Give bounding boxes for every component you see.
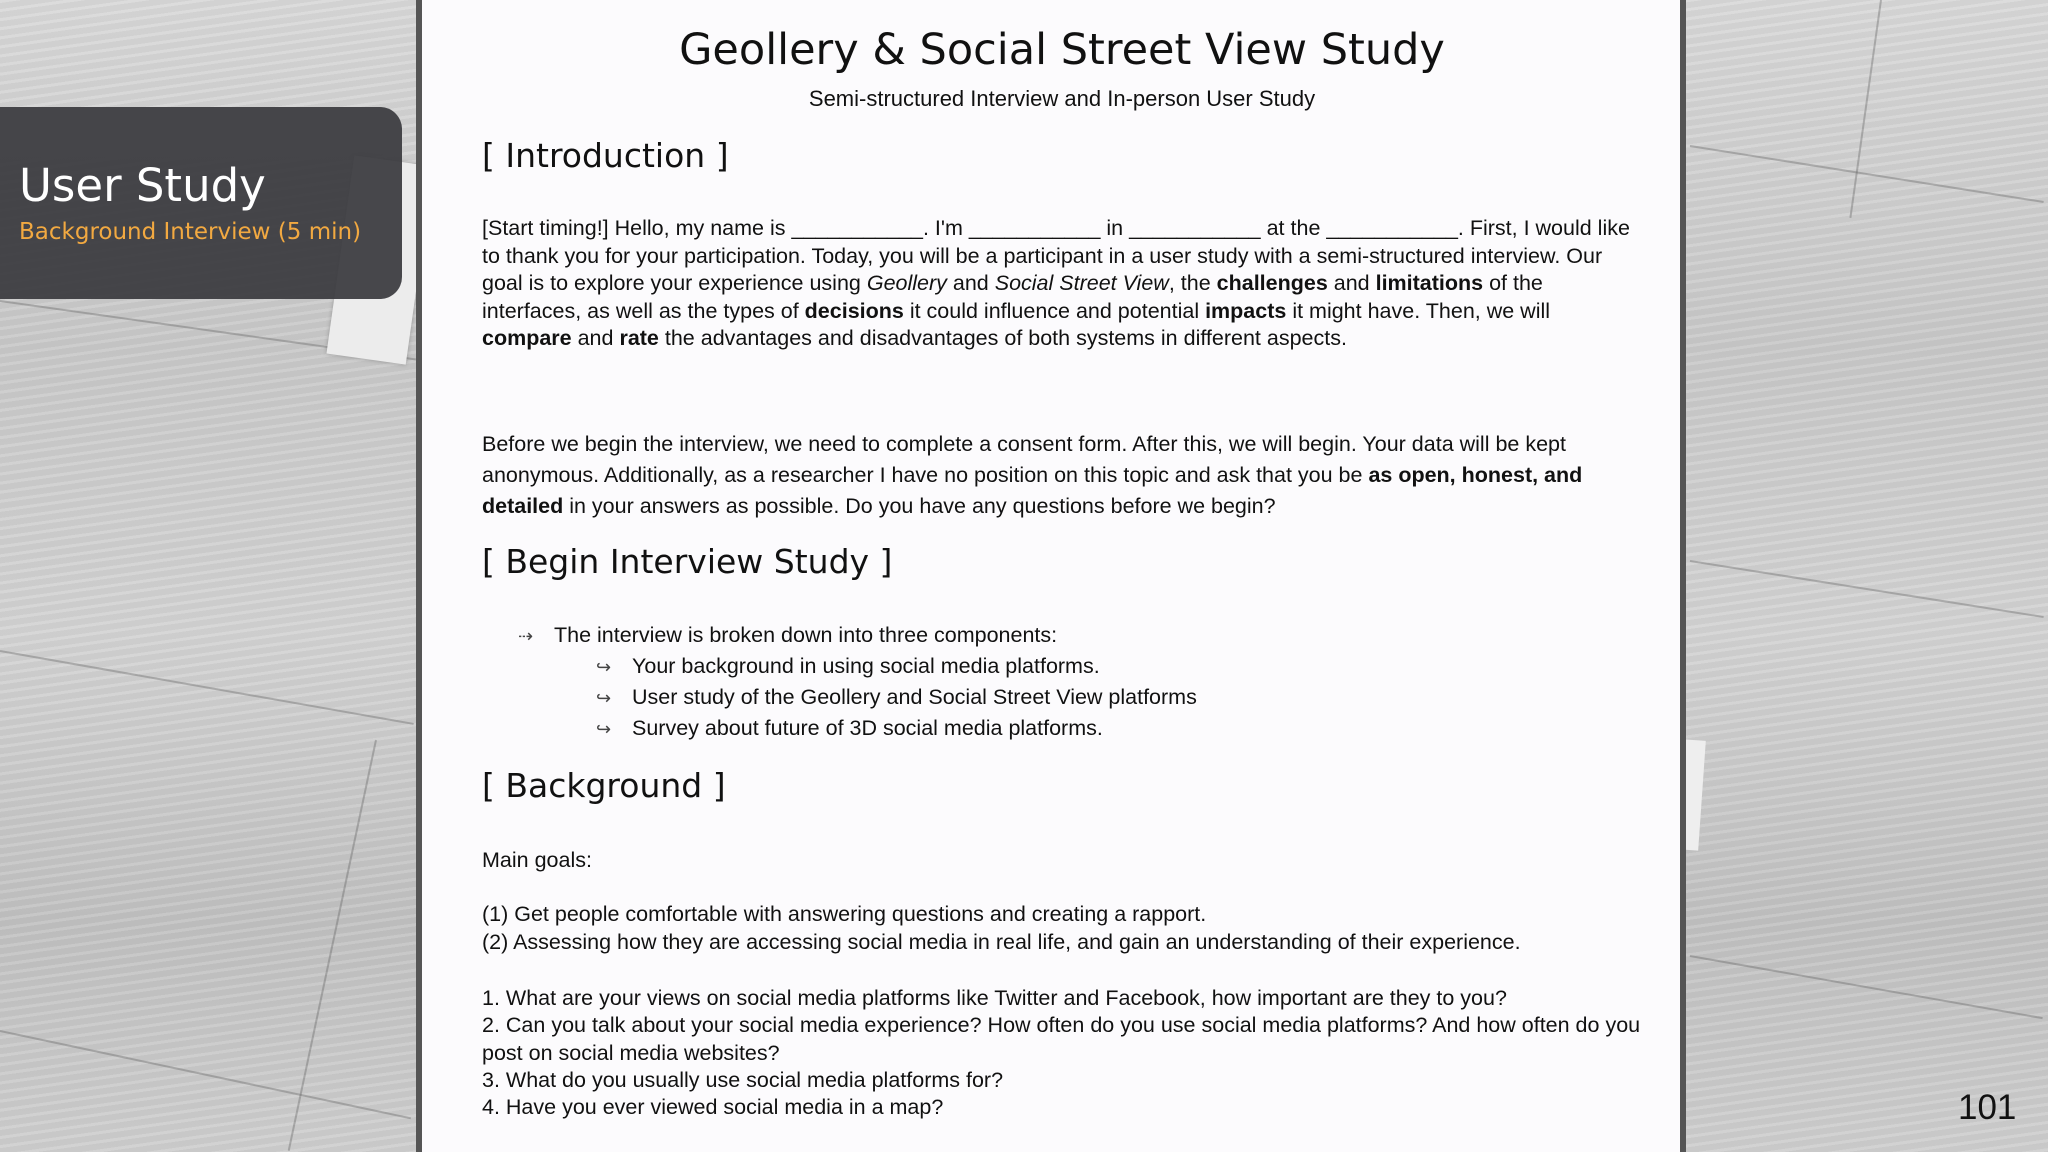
list-item: ⇢ The interview is broken down into three components: <box>518 620 1057 651</box>
introduction-paragraph: [Start timing!] Hello, my name is ___________. I'm ___________ in ___________ at the ___________. First, I would like to thank you for your participation. Today, you will be a participant in a user study with a semi-structured interview. Our goal is to explore your experience using Geollery and Social Street View, the challenges and limitations of the interfaces, as well as the types of decisions it could influence and potential impacts it might have. Then, we will compare and rate the advantages and disadvantages of both systems in different aspects. <box>482 216 1630 350</box>
begin-interview-heading: [ Begin Interview Study ] <box>482 542 893 581</box>
list-item: ↪ User study of the Geollery and Social Street View platforms <box>596 682 1197 713</box>
list-item: ↪ Your background in using social media platforms. <box>596 651 1100 682</box>
floor-plank-line <box>0 1030 411 1119</box>
goals-list <box>482 900 1642 956</box>
slide-subtitle: Background Interview (5 min) <box>19 219 362 245</box>
return-arrow-icon: ↪ <box>596 719 612 739</box>
floor-plank-line <box>1690 955 2043 1019</box>
floor-plank-line <box>288 740 377 1151</box>
list-item: 1. What are your views on social media platforms like Twitter and Facebook, how important are they to you? <box>482 986 1507 1010</box>
floor-plank-line <box>1690 145 2044 203</box>
dashed-arrow-icon: ⇢ <box>518 626 534 646</box>
document-subtitle: Semi-structured Interview and In-person User Study <box>808 86 1316 111</box>
consent-paragraph: Before we begin the interview, we need to complete a consent form. After this, we will begin. Your data will be kept anonymous. Additionally, as a researcher I have no position on this topic and ask that you be as open, honest, and detailed in your answers as possible. Do you have any questions before we begin? <box>482 432 1583 518</box>
return-arrow-icon: ↪ <box>596 688 612 708</box>
list-item: 2. Can you talk about your social media experience? How often do you use social media platforms? And how often do you post on social media websites? <box>482 1013 1641 1065</box>
list-item: 4. Have you ever viewed social media in a map? <box>482 1095 944 1120</box>
floor-plank-line <box>0 650 414 725</box>
background-heading: [ Background ] <box>482 766 726 805</box>
floor-plank-line <box>1690 560 2044 618</box>
introduction-heading: [ Introduction ] <box>482 136 729 175</box>
page-number: 101 <box>1958 1088 2017 1127</box>
list-item: ↪ Survey about future of 3D social media platforms. <box>596 713 1103 744</box>
list-item: 3. What do you usually use social media platforms for? <box>482 1067 1004 1092</box>
questions-list <box>482 985 1642 1121</box>
return-arrow-icon: ↪ <box>596 657 612 677</box>
list-item: (1) Get people comfortable with answering questions and creating a rapport. <box>482 902 1207 926</box>
floor-plank-line <box>1849 0 1882 218</box>
list-item: (2) Assessing how they are accessing social media in real life, and gain an understanding of their experience. <box>482 930 1521 954</box>
main-goals-label: Main goals: <box>482 848 592 872</box>
slide-title: User Study <box>19 159 266 212</box>
document-title: Geollery & Social Street View Study <box>679 25 1445 75</box>
